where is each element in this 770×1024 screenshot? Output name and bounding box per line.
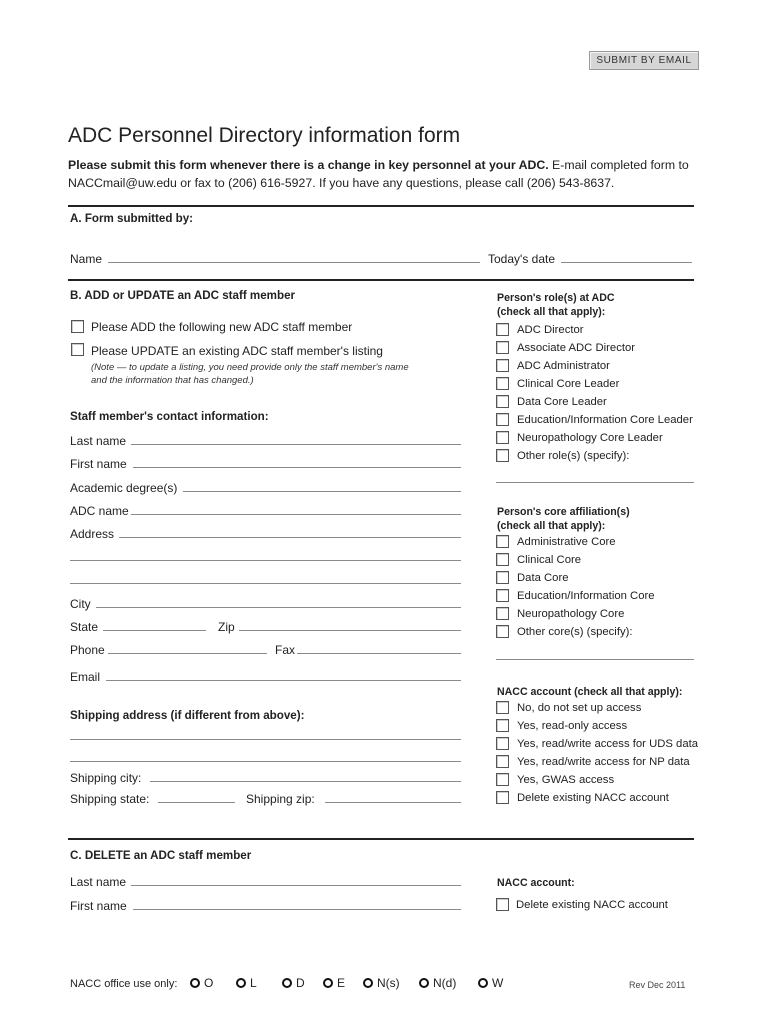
shipping-address-input-1[interactable]: [70, 728, 461, 740]
nacc-checkbox-read-only[interactable]: [496, 719, 509, 732]
todays-date-label: Today's date: [488, 252, 556, 266]
intro-text: [68, 156, 698, 192]
first-name-input[interactable]: [133, 456, 461, 468]
delete-nacc-heading: NACC account:: [497, 877, 575, 889]
zip-label: Zip: [218, 620, 235, 634]
shipping-state-input[interactable]: [158, 791, 235, 803]
office-option-ns[interactable]: [363, 976, 400, 990]
office-option-d[interactable]: [282, 976, 305, 990]
intro-line2: NACCmail@uw.edu or fax to (206) 616-5927. If you have any questions, please call (206) 543-8637.: [68, 176, 615, 190]
nacc-label: Yes, read/write access for NP data: [517, 756, 690, 768]
nacc-label: Yes, read-only access: [517, 720, 628, 732]
shipping-city-label: Shipping city:: [70, 771, 142, 785]
adc-name-label: ADC name: [70, 504, 129, 518]
city-label: City: [70, 597, 91, 611]
degrees-input[interactable]: [183, 480, 461, 492]
office-option-label: D: [296, 976, 305, 990]
office-use-label: NACC office use only:: [70, 978, 178, 990]
office-option-label: L: [250, 976, 257, 990]
role-label: Data Core Leader: [517, 396, 607, 408]
todays-date-input[interactable]: [561, 251, 692, 263]
add-staff-label: Please ADD the following new ADC staff member: [91, 320, 353, 334]
office-option-l[interactable]: [236, 976, 257, 990]
shipping-zip-input[interactable]: [325, 791, 461, 803]
section-b-rule: [68, 279, 694, 281]
first-name-label: First name: [70, 457, 127, 471]
office-option-w[interactable]: [478, 976, 503, 990]
core-label: Neuropathology Core: [517, 608, 625, 620]
section-c-heading: C. DELETE an ADC staff member: [70, 849, 252, 862]
last-name-label: Last name: [70, 434, 127, 448]
revision-date: Rev Dec 2011: [629, 980, 686, 990]
delete-nacc-checkbox[interactable]: [496, 898, 509, 911]
update-note: [91, 362, 409, 387]
role-label: Associate ADC Director: [517, 342, 636, 354]
delete-first-name-input[interactable]: [133, 898, 461, 910]
circle-icon: [478, 978, 488, 988]
phone-input[interactable]: [108, 642, 267, 654]
zip-input[interactable]: [239, 619, 461, 631]
office-option-label: N(s): [377, 976, 400, 990]
submit-by-email-button[interactable]: SUBMIT BY EMAIL: [589, 51, 699, 70]
core-label: Education/Information Core: [517, 590, 655, 602]
role-label: Neuropathology Core Leader: [517, 432, 663, 444]
core-label: Other core(s) (specify):: [517, 626, 633, 638]
core-label: Data Core: [517, 572, 569, 584]
role-checkbox-clinical-core-leader[interactable]: [496, 377, 509, 390]
fax-label: Fax: [275, 643, 296, 657]
office-option-o[interactable]: [190, 976, 213, 990]
role-checkbox-education-core-leader[interactable]: [496, 413, 509, 426]
delete-last-name-label: Last name: [70, 875, 127, 889]
role-checkbox-associate-director[interactable]: [496, 341, 509, 354]
core-checkbox-other[interactable]: [496, 625, 509, 638]
update-staff-checkbox[interactable]: [71, 343, 84, 356]
nacc-label: Delete existing NACC account: [517, 792, 669, 804]
core-checkbox-data[interactable]: [496, 571, 509, 584]
nacc-label: Yes, read/write access for UDS data: [517, 738, 699, 750]
nacc-label: No, do not set up access: [517, 702, 642, 714]
office-option-nd[interactable]: [419, 976, 456, 990]
section-b-heading: B. ADD or UPDATE an ADC staff member: [70, 289, 296, 302]
role-checkbox-data-core-leader[interactable]: [496, 395, 509, 408]
circle-icon: [282, 978, 292, 988]
intro-bold: Please submit this form whenever there is a change in key personnel at your ADC.: [68, 158, 549, 172]
contact-heading: Staff member's contact information:: [70, 410, 269, 423]
roles-heading-line1: Person's role(s) at ADC: [497, 292, 615, 304]
office-option-label: E: [337, 976, 346, 990]
shipping-address-input-2[interactable]: [70, 750, 461, 762]
update-note-line2: and the information that has changed.): [91, 374, 254, 386]
core-label: Clinical Core: [517, 554, 582, 566]
intro-line1: E-mail completed form to: [548, 158, 689, 172]
address-input-3[interactable]: [70, 572, 461, 584]
office-option-label: N(d): [433, 976, 457, 990]
update-note-line1: (Note — to update a listing, you need provide only the staff member's name: [91, 362, 409, 373]
role-checkbox-other[interactable]: [496, 449, 509, 462]
nacc-checkbox-delete[interactable]: [496, 791, 509, 804]
nacc-label: Yes, GWAS access: [517, 774, 615, 786]
shipping-zip-label: Shipping zip:: [246, 792, 315, 806]
roles-heading-line2: (check all that apply):: [497, 306, 606, 318]
role-checkbox-administrator[interactable]: [496, 359, 509, 372]
state-input[interactable]: [103, 619, 206, 631]
cores-heading: [497, 505, 630, 533]
nacc-checkbox-np[interactable]: [496, 755, 509, 768]
email-input[interactable]: [106, 669, 461, 681]
role-label: Other role(s) (specify):: [517, 450, 630, 462]
circle-icon: [236, 978, 246, 988]
role-checkbox-neuropathology-core-leader[interactable]: [496, 431, 509, 444]
page-title: ADC Personnel Directory information form: [68, 124, 461, 147]
address-input-1[interactable]: [119, 526, 461, 538]
adc-name-input[interactable]: [131, 503, 461, 515]
state-label: State: [70, 620, 99, 634]
nacc-checkbox-uds[interactable]: [496, 737, 509, 750]
role-label: ADC Administrator: [517, 360, 610, 372]
section-a-rule: [68, 205, 694, 207]
section-a-heading: A. Form submitted by:: [70, 212, 194, 225]
core-checkbox-neuropathology[interactable]: [496, 607, 509, 620]
cores-heading-line1: Person's core affiliation(s): [497, 506, 630, 518]
nacc-checkbox-no-access[interactable]: [496, 701, 509, 714]
shipping-heading: Shipping address (if different from above):: [70, 709, 305, 722]
core-label: Administrative Core: [517, 536, 616, 548]
other-core-input[interactable]: [496, 648, 694, 660]
phone-label: Phone: [70, 643, 105, 657]
other-role-input[interactable]: [496, 471, 694, 483]
core-checkbox-education[interactable]: [496, 589, 509, 602]
office-option-e[interactable]: [323, 976, 345, 990]
roles-heading: [497, 291, 615, 319]
last-name-input[interactable]: [131, 433, 461, 445]
circle-icon: [323, 978, 333, 988]
role-label: Clinical Core Leader: [517, 378, 620, 390]
submitter-name-input[interactable]: [108, 251, 480, 263]
core-checkbox-clinical[interactable]: [496, 553, 509, 566]
shipping-city-input[interactable]: [150, 770, 461, 782]
circle-icon: [419, 978, 429, 988]
degrees-label: Academic degree(s): [70, 481, 178, 495]
cores-heading-line2: (check all that apply):: [497, 520, 606, 532]
delete-last-name-input[interactable]: [131, 874, 461, 886]
section-c-rule: [68, 838, 694, 840]
role-label: Education/Information Core Leader: [517, 414, 693, 426]
fax-input[interactable]: [297, 642, 461, 654]
shipping-state-label: Shipping state:: [70, 792, 150, 806]
nacc-checkbox-gwas[interactable]: [496, 773, 509, 786]
nacc-account-heading: NACC account (check all that apply):: [497, 686, 683, 698]
email-label: Email: [70, 670, 101, 684]
core-checkbox-administrative[interactable]: [496, 535, 509, 548]
address-label: Address: [70, 527, 115, 541]
circle-icon: [190, 978, 200, 988]
delete-first-name-label: First name: [70, 899, 127, 913]
delete-nacc-label: Delete existing NACC account: [516, 899, 668, 911]
address-input-2[interactable]: [70, 549, 461, 561]
office-option-label: W: [492, 976, 504, 990]
role-label: ADC Director: [517, 324, 584, 336]
city-input[interactable]: [96, 596, 461, 608]
update-staff-label: Please UPDATE an existing ADC staff member's listing: [91, 344, 383, 358]
circle-icon: [363, 978, 373, 988]
add-staff-checkbox[interactable]: [71, 320, 84, 333]
role-checkbox-adc-director[interactable]: [496, 323, 509, 336]
name-label: Name: [70, 252, 103, 266]
office-option-label: O: [204, 976, 214, 990]
